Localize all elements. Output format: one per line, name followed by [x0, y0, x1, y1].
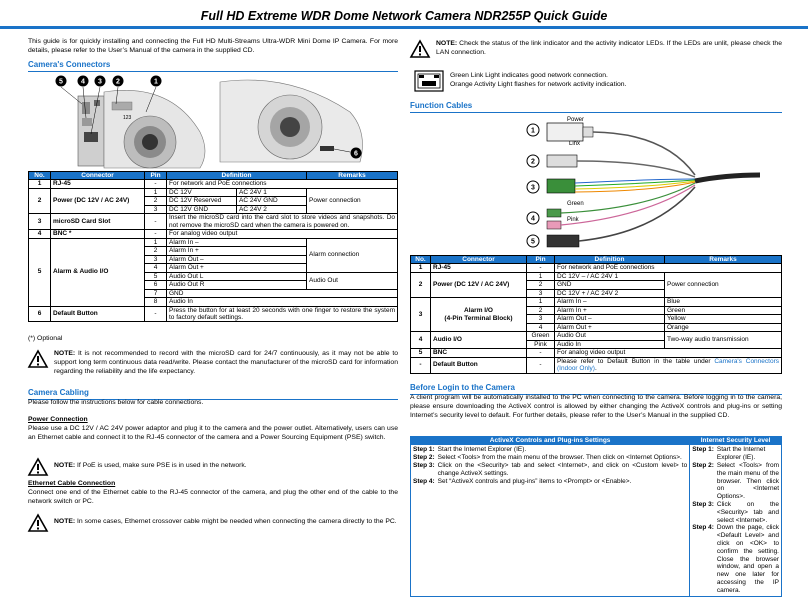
table-row: - Default Button - Please refer to Default Button in the table under Camera's Connectors (Indoor Only).	[411, 357, 782, 373]
table-row: 1 RJ-45 - For network and PoE connections	[411, 264, 782, 272]
table-row: 3 Alarm I/O (4-Pin Terminal Block) 1 Alarm In – Blue	[411, 298, 782, 306]
svg-text:5: 5	[531, 238, 535, 246]
page-title: Full HD Extreme WDR Dome Network Camera NDR255P Quick Guide	[200, 9, 608, 23]
before-login-text: A client program will be automatically installed to the PC when connecting to the camera. Before logging in to the camera, please ensure downloading the ActiveX control is allowed by either changing the ActiveX controls and plug-ins or setting Internet’s security level to default. For further details, please refer to the User’s Manual in the supplied CD.	[410, 394, 782, 419]
security-level-heading: Internet Security Level	[690, 437, 782, 445]
cable-callout-1	[527, 124, 539, 136]
rj45-port-icon	[414, 70, 444, 92]
warning-icon	[28, 350, 48, 368]
optional-footnote: (*) Optional	[28, 335, 63, 342]
cables-table-wrap	[410, 255, 782, 374]
cable-label-pink: Pink	[567, 217, 579, 223]
svg-text:1: 1	[531, 127, 535, 135]
ethernet-text: Connect one end of the Ethernet cable to the RJ-45 connector of the camera, and plug the other end of the cable to the network switch or PC.	[28, 489, 398, 505]
svg-text:1: 1	[154, 78, 158, 86]
cable-label-power: Power	[567, 117, 585, 123]
table-row: 4 Alarm Out +	[29, 264, 398, 272]
dip-switch-label: 123	[123, 115, 132, 121]
svg-text:4: 4	[531, 215, 535, 223]
callout-1	[151, 76, 162, 87]
note-poe: NOTE: If PoE is used, make sure PSE is in used in the network.	[28, 458, 398, 476]
warning-icon	[28, 514, 48, 532]
table-row: 1 RJ-45 - For network and PoE connections	[29, 180, 398, 188]
table-row: 3 Alarm Out –	[29, 255, 398, 263]
th-connector: Connector	[51, 172, 145, 180]
cable-label-linx: Linx	[569, 141, 581, 147]
table-row: 5 Audio Out L Audio Out	[29, 272, 398, 280]
power-connection-heading: Power Connection	[28, 416, 88, 423]
callout-5	[56, 76, 67, 87]
svg-text:6: 6	[354, 150, 358, 158]
cables-table: No. Connector Pin Definition Remarks 1 RJ-45 - For network and PoE connections 2 Power (DC 12V / AC 24V) 1 DC 12V – / AC 24V 1 Power connection 2 GND 3 DC 12V + / AC 24V 2 3 Alarm I/O (4-Pin Terminal Block) 1 Alarm In – Blue 2 Alarm In + Green 3 Alarm Out – Yellow 4 Alarm Out + Orange 4 Audio I/O Green Audio Out Two-way audio transmission Pink Audio In 5 BNC - For analog video output - Default Button - Please refer to Default Button in the table under Camera's Connectors (Indoor Only).	[410, 255, 782, 374]
connectors-table-wrap	[28, 171, 398, 322]
security-steps: Step 1: Start the Internet Explorer (IE). Step 2: Select <Tools> from the main menu of the browser. Then click on <Internet Options>. Step 3: Click on the <Security> tab and select <Internet>. Step 4: Down the page, click <Default Level> and click on <OK> to confirm the setting. Close the browser window, and open a new one later for accessing the IP camera.	[690, 445, 782, 596]
table-row: 3 microSD Card Slot - Insert the microSD card into the card slot to store videos and snapshots. Do not remove the microSD card when the camera is powered on.	[29, 214, 398, 230]
callout-4	[78, 76, 89, 87]
table-row: Pink Audio In	[411, 340, 782, 348]
note-led: NOTE: Check the status of the link indicator and the activity indicator LEDs. If the LEDs are unlit, please check the LAN connection.	[410, 40, 782, 58]
title-underline	[0, 26, 808, 29]
table-row: 4 Audio I/O Green Audio Out Two-way audio transmission	[411, 332, 782, 340]
cable-callout-3	[527, 181, 539, 193]
table-row: 5 BNC - For analog video output	[411, 349, 782, 357]
svg-text:2: 2	[531, 158, 535, 166]
svg-text:3: 3	[98, 78, 102, 86]
connectors-link[interactable]: Camera's Connectors (Indoor Only)	[557, 357, 779, 373]
warning-icon	[28, 458, 48, 476]
callout-6	[351, 148, 362, 159]
activex-steps: Step 1: Start the Internet Explorer (IE). Step 2: Select <Tools> from the main menu of the browser. Then click on <Internet Options>. Step 3: Click on the <Security> tab and select <Internet>, and click on <Custom level> to change ActiveX settings. Step 4: Set “ActiveX controls and plug-ins” items to <Prompt> or <Enable>.	[411, 445, 690, 596]
svg-text:3: 3	[531, 184, 535, 192]
table-row: 7 GND	[29, 289, 398, 297]
table-row: 3 Alarm Out – Yellow	[411, 315, 782, 323]
power-connection-text: Please use a DC 12V / AC 24V power adaptor and plug it to the camera and the power outlet. Alternatively, users can use an Ethernet cable and connect it to the RJ-45 connector of the camera and a Power Sourcing Equipment (PSE) switch.	[28, 425, 398, 441]
th-pin: Pin	[145, 172, 167, 180]
login-steps-table	[410, 436, 782, 597]
table-row: 2 DC 12V Reserved AC 24V GND	[29, 197, 398, 205]
login-steps-wrap	[410, 436, 782, 597]
connectors-table	[28, 171, 398, 322]
table-row: 6 Audio Out R	[29, 281, 398, 289]
ethernet-heading: Ethernet Cable Connection	[28, 480, 116, 487]
camera-connectors-illustration	[50, 72, 380, 170]
table-row: 2 Alarm In +	[29, 247, 398, 255]
cable-label-green: Green	[567, 201, 584, 207]
cable-callout-2	[527, 155, 539, 167]
table-row: 4 BNC * - For analog video output	[29, 230, 398, 238]
led-orange-text: Orange Activity Light flashes for network activity indication.	[450, 81, 627, 88]
warning-icon	[410, 40, 430, 58]
table-row: 2 GND	[411, 281, 782, 289]
function-cables-illustration	[525, 113, 765, 253]
table-row: 3 DC 12V GND AC 24V 2	[29, 205, 398, 213]
led-green-text: Green Link Light indicates good network connection.	[450, 72, 608, 79]
callout-2	[113, 76, 124, 87]
th-no: No.	[29, 172, 51, 180]
activex-heading: ActiveX Controls and Plug-ins Settings	[411, 437, 690, 445]
th-remarks: Remarks	[307, 172, 398, 180]
note-crossover: NOTE: In some cases, Ethernet crossover cable might be needed when connecting the camera directly to the PC.	[28, 514, 398, 532]
connectors-heading: Camera's Connectors	[28, 60, 398, 72]
table-row: 2 Power (DC 12V / AC 24V) 1 DC 12V – / AC 24V 1 Power connection	[411, 272, 782, 280]
table-row: 5 Alarm & Audio I/O 1 Alarm In – Alarm connection	[29, 238, 398, 246]
callout-3	[95, 76, 106, 87]
svg-text:2: 2	[116, 78, 120, 86]
note-microsd: NOTE: It is not recommended to record with the microSD card for 24/7 continuously, as it may not be able to support long term continuous data read/write. Please contact the manufacturer of the microSD card for information regarding the reliability and the life expectancy.	[28, 350, 398, 377]
table-row: 4 Alarm Out + Orange	[411, 323, 782, 331]
cabling-intro: Please follow the instructions below for cable connections.	[28, 399, 204, 406]
table-row: 6 Default Button - Press the button for at least 20 seconds with one finger to restore the system to factory default settings.	[29, 306, 398, 322]
svg-text:4: 4	[81, 78, 85, 86]
before-login-heading: Before Login to the Camera	[410, 383, 782, 395]
th-definition: Definition	[167, 172, 307, 180]
svg-text:5: 5	[59, 78, 63, 86]
table-row: 2 Alarm In + Green	[411, 306, 782, 314]
intro-text: This guide is for quickly installing and connecting the Full HD Multi-Streams Ultra-WDR Mini Dome IP Camera. For more details, please refer to the User’s Manual of the camera in the supplied CD.	[28, 38, 398, 54]
cable-callout-4	[527, 212, 539, 224]
table-row: 3 DC 12V + / AC 24V 2	[411, 289, 782, 297]
function-cables-heading: Function Cables	[410, 101, 782, 113]
table-row: 2 Power (DC 12V / AC 24V) 1 DC 12V AC 24V 1 Power connection	[29, 188, 398, 196]
cabling-heading: Camera Cabling	[28, 388, 398, 400]
cable-callout-5	[527, 235, 539, 247]
table-row: 8 Audio In	[29, 298, 398, 306]
